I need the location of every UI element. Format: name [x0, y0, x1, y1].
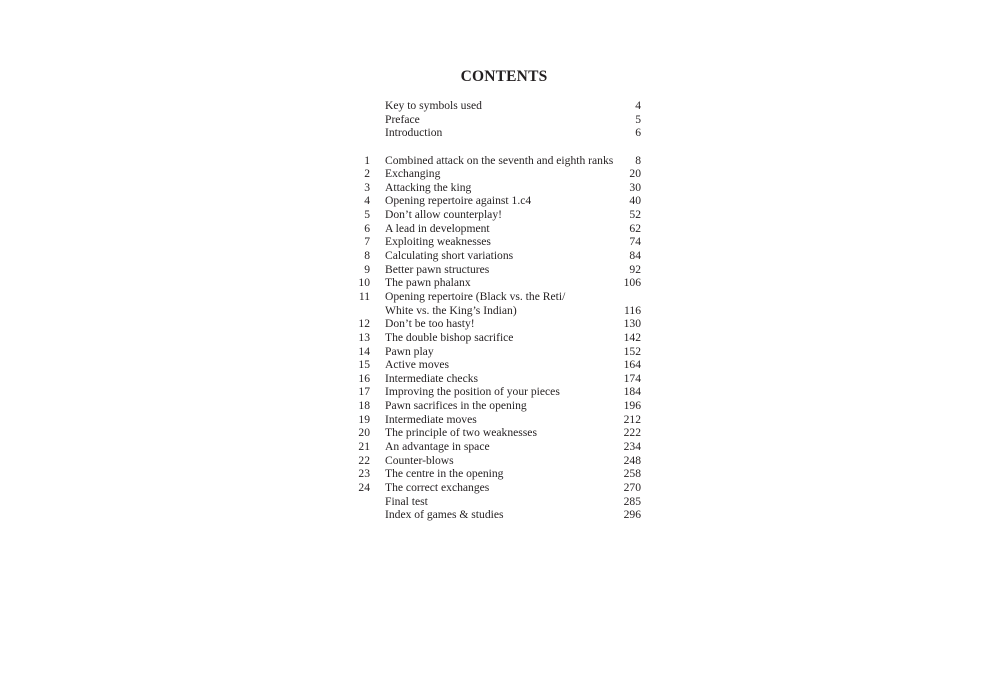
- toc-chapter: [340, 181, 641, 195]
- entry-title: Final test: [385, 494, 428, 508]
- chapter-number: 12: [358, 317, 370, 331]
- chapter-number: 21: [358, 440, 370, 454]
- chapter-title-continued: White vs. the King’s Indian): [385, 303, 517, 317]
- chapter-number: 2: [364, 167, 370, 181]
- chapter-number: 18: [358, 399, 370, 413]
- toc-entry: [340, 99, 641, 113]
- toc-chapter: [340, 440, 641, 454]
- page-number: 234: [623, 440, 641, 454]
- page-number: 152: [623, 344, 641, 358]
- chapter-title: Active moves: [385, 358, 450, 372]
- chapter-title: The centre in the opening: [385, 467, 504, 481]
- toc-chapter: [340, 235, 641, 249]
- entry-title: Preface: [385, 112, 420, 126]
- page-number: 285: [623, 494, 641, 508]
- page-number: 84: [629, 249, 641, 263]
- chapter-number: 23: [358, 467, 370, 481]
- page-number: 6: [635, 126, 641, 140]
- chapter-number: 11: [358, 289, 370, 303]
- toc-entry: [340, 508, 641, 522]
- page-title: CONTENTS: [460, 68, 548, 85]
- chapter-number: 13: [358, 330, 370, 344]
- toc-chapter: [340, 317, 641, 331]
- page-number: 8: [635, 153, 641, 167]
- page-number: 20: [629, 167, 641, 181]
- chapter-title: Intermediate moves: [385, 412, 477, 426]
- page-number: 196: [623, 399, 641, 413]
- page-number: 30: [629, 180, 641, 194]
- chapter-number: 6: [364, 221, 370, 235]
- chapter-number: 5: [364, 208, 370, 222]
- chapter-title: Opening repertoire (Black vs. the Reti/: [385, 289, 566, 303]
- chapter-title: Combined attack on the seventh and eighth ranks: [385, 153, 614, 167]
- chapter-title: Don’t allow counterplay!: [385, 208, 502, 222]
- chapter-number: 14: [358, 344, 370, 358]
- page-number: 174: [623, 371, 641, 385]
- entry-title: Introduction: [385, 126, 443, 140]
- toc-entry: [340, 113, 641, 127]
- toc-entry: [340, 495, 641, 509]
- chapter-title: Counter-blows: [385, 453, 454, 467]
- toc-chapter-continued: [340, 304, 641, 318]
- toc-chapter: [340, 385, 641, 399]
- page-number: 184: [623, 385, 641, 399]
- page-number: 106: [623, 276, 641, 290]
- chapter-title: The double bishop sacrifice: [385, 330, 514, 344]
- chapter-title: The pawn phalanx: [385, 276, 471, 290]
- chapter-title: Better pawn structures: [385, 262, 490, 276]
- toc-chapter: [340, 208, 641, 222]
- toc-chapter: [340, 290, 641, 304]
- page-number: 142: [623, 330, 641, 344]
- chapter-number: 8: [364, 249, 370, 263]
- entry-title: Key to symbols used: [385, 99, 482, 112]
- chapter-number: 10: [358, 276, 370, 290]
- chapter-title: Pawn sacrifices in the opening: [385, 399, 527, 413]
- page-number: 74: [629, 235, 641, 249]
- entry-title: Index of games & studies: [385, 508, 504, 522]
- toc-chapter: [340, 249, 641, 263]
- toc-chapter: [340, 454, 641, 468]
- spacer: [340, 140, 641, 154]
- toc-chapter: [340, 154, 641, 168]
- toc-entry: [340, 126, 641, 140]
- chapter-number: 4: [364, 194, 370, 208]
- chapter-title: An advantage in space: [385, 440, 490, 454]
- toc-chapter: [340, 426, 641, 440]
- chapter-title: Calculating short variations: [385, 249, 514, 263]
- page-number: 258: [623, 467, 641, 481]
- page-number: 164: [623, 358, 641, 372]
- page-number: 40: [629, 194, 641, 208]
- toc-chapter: [340, 358, 641, 372]
- page-number: 212: [623, 412, 641, 426]
- page-number: 248: [623, 453, 641, 467]
- chapter-title: The correct exchanges: [385, 480, 490, 494]
- chapter-title: Improving the position of your pieces: [385, 385, 560, 399]
- chapter-title: A lead in development: [385, 221, 490, 235]
- chapter-number: 24: [358, 480, 370, 494]
- page-number: 5: [635, 112, 641, 126]
- chapter-number: 7: [364, 235, 370, 249]
- toc-chapter: [340, 345, 641, 359]
- toc-chapter: [340, 263, 641, 277]
- toc-chapter: [340, 194, 641, 208]
- chapter-number: 16: [358, 371, 370, 385]
- chapter-title: Don’t be too hasty!: [385, 317, 475, 331]
- chapter-number: 20: [358, 426, 370, 440]
- toc-chapter: [340, 167, 641, 181]
- page-number: 222: [623, 426, 641, 440]
- page-number: 116: [624, 303, 641, 317]
- toc-chapter: [340, 467, 641, 481]
- toc-chapter: [340, 399, 641, 413]
- toc-chapter: [340, 222, 641, 236]
- page-number: 130: [623, 317, 641, 331]
- page-number: 4: [635, 99, 641, 112]
- page-number: 270: [623, 480, 641, 494]
- toc-chapter: [340, 413, 641, 427]
- page-number: 92: [629, 262, 641, 276]
- chapter-number: 15: [358, 358, 370, 372]
- chapter-number: 22: [358, 453, 370, 467]
- page-number: 296: [623, 508, 641, 522]
- chapter-title: Exploiting weaknesses: [385, 235, 491, 249]
- page-number: 52: [629, 208, 641, 222]
- chapter-number: 1: [364, 153, 370, 167]
- chapter-number: 17: [358, 385, 370, 399]
- chapter-number: 3: [364, 180, 370, 194]
- toc-chapter: [340, 331, 641, 345]
- toc-chapter: [340, 481, 641, 495]
- chapter-number: 9: [364, 262, 370, 276]
- chapter-title: Attacking the king: [385, 180, 472, 194]
- chapter-title: Pawn play: [385, 344, 434, 358]
- chapter-title: Opening repertoire against 1.c4: [385, 194, 532, 208]
- page-number: 62: [629, 221, 641, 235]
- chapter-number: 19: [358, 412, 370, 426]
- chapter-title: The principle of two weaknesses: [385, 426, 537, 440]
- toc-chapter: [340, 372, 641, 386]
- toc-chapter: [340, 276, 641, 290]
- chapter-title: Exchanging: [385, 167, 441, 181]
- table-of-contents: [340, 99, 641, 522]
- chapter-title: Intermediate checks: [385, 371, 479, 385]
